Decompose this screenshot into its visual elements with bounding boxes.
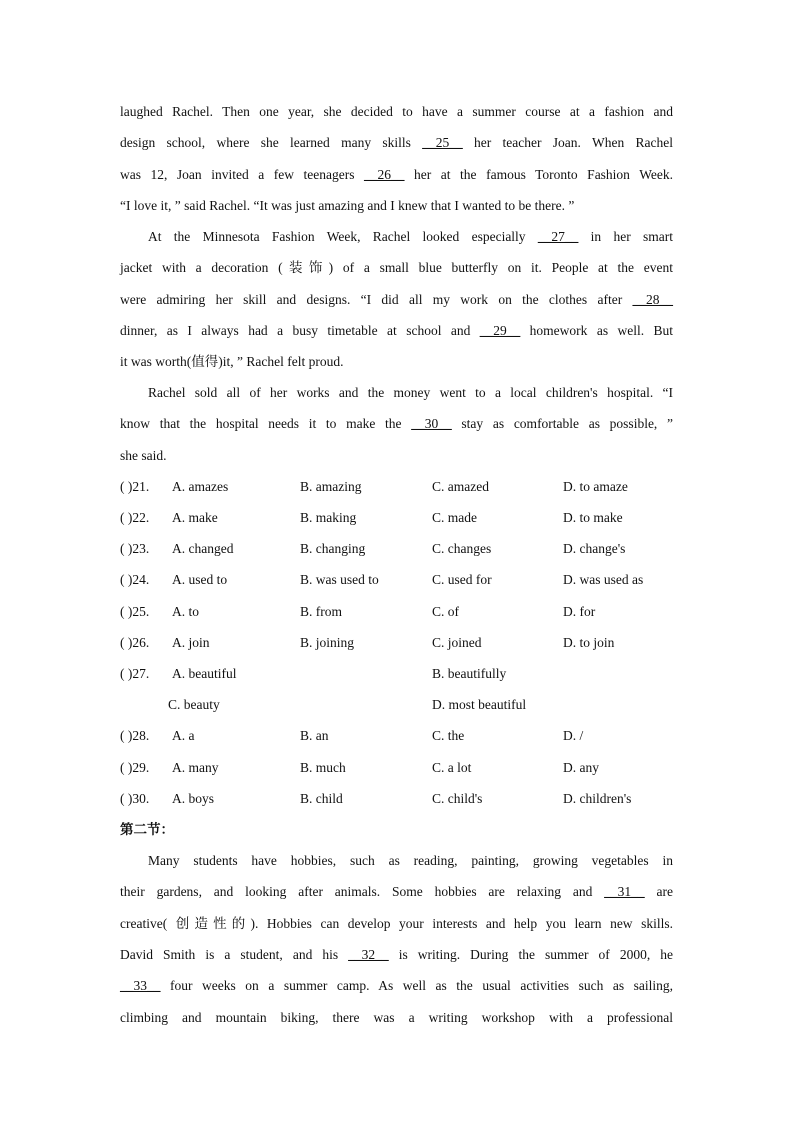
option-c: C. child's bbox=[432, 791, 483, 806]
option-c: C. used for bbox=[432, 572, 492, 587]
text-line: design school, where she learned many skills __25__ her teacher Joan. When Rachel bbox=[120, 135, 673, 150]
blank-33: __33__ bbox=[120, 978, 161, 993]
text-line: laughed Rachel. Then one year, she decided to have a summer course at a fashion and bbox=[120, 104, 673, 119]
option-d: D. any bbox=[563, 760, 599, 775]
question-number: ( )26. bbox=[120, 635, 150, 650]
option-a: A. used to bbox=[172, 572, 228, 587]
text-line: know that the hospital needs it to make the __30__ stay as comfortable as possible, ” bbox=[120, 416, 673, 431]
option-d: D. / bbox=[563, 728, 584, 743]
text-line: she said. bbox=[120, 448, 167, 463]
option-d: D. was used as bbox=[563, 572, 644, 587]
question-26 bbox=[120, 633, 680, 653]
option-a: A. beautiful bbox=[172, 666, 237, 681]
option-c: C. the bbox=[432, 728, 465, 743]
option-c: C. joined bbox=[432, 635, 482, 650]
question-number: ( )29. bbox=[120, 760, 150, 775]
option-c: C. beauty bbox=[168, 697, 220, 712]
blank-26: __26__ bbox=[364, 167, 405, 182]
question-22 bbox=[120, 508, 680, 528]
question-number: ( )22. bbox=[120, 510, 150, 525]
question-number: ( )25. bbox=[120, 604, 150, 619]
question-21 bbox=[120, 477, 680, 497]
blank-31: __31__ bbox=[604, 884, 645, 899]
option-b: B. from bbox=[300, 604, 342, 619]
option-d: D. to make bbox=[563, 510, 623, 525]
text-line: climbing and mountain biking, there was a writing workshop with a professional bbox=[120, 1010, 673, 1025]
option-b: B. child bbox=[300, 791, 343, 806]
option-a: A. boys bbox=[172, 791, 215, 806]
text-line: David Smith is a student, and his __32__ is writing. During the summer of 2000, he bbox=[120, 947, 673, 962]
text-line: creative( 创造性的). Hobbies can develop your interests and help you learn new skills. bbox=[120, 916, 673, 931]
question-30 bbox=[120, 789, 680, 809]
option-b: B. beautifully bbox=[432, 666, 507, 681]
question-24 bbox=[120, 570, 680, 590]
blank-29: __29__ bbox=[479, 323, 521, 338]
question-23 bbox=[120, 539, 680, 559]
option-c: C. of bbox=[432, 604, 459, 619]
option-d: D. to amaze bbox=[563, 479, 628, 494]
question-number: ( )27. bbox=[120, 666, 150, 681]
option-b: B. amazing bbox=[300, 479, 362, 494]
text-line: dinner, as I always had a busy timetable at school and __29__ homework as well. But bbox=[120, 323, 674, 338]
text-line: Rachel sold all of her works and the money went to a local children's hospital. “I bbox=[148, 385, 673, 400]
option-d: D. for bbox=[563, 604, 596, 619]
option-d: D. change's bbox=[563, 541, 626, 556]
option-c: C. changes bbox=[432, 541, 492, 556]
question-number: ( )23. bbox=[120, 541, 150, 556]
text-line: were admiring her skill and designs. “I did all my work on the clothes after __28__ bbox=[120, 292, 673, 307]
text-line: jacket with a decoration (装饰) of a small blue butterfly on it. People at the event bbox=[120, 260, 673, 275]
option-a: A. changed bbox=[172, 541, 234, 556]
text-line: At the Minnesota Fashion Week, Rachel looked especially __27__ in her smart bbox=[148, 229, 674, 244]
option-a: A. many bbox=[172, 760, 219, 775]
question-27-continued bbox=[120, 695, 680, 715]
option-c: C. amazed bbox=[432, 479, 489, 494]
text-line: it was worth(值得)it, ” Rachel felt proud. bbox=[120, 354, 344, 369]
text-line: “I love it, ” said Rachel. “It was just amazing and I knew that I wanted to be there. ” bbox=[120, 198, 575, 213]
option-d: D. children's bbox=[563, 791, 632, 806]
option-b: B. joining bbox=[300, 635, 355, 650]
option-b: B. was used to bbox=[300, 572, 379, 587]
blank-27: __27__ bbox=[537, 229, 579, 244]
blank-25: __25__ bbox=[422, 135, 463, 150]
option-a: A. amazes bbox=[172, 479, 229, 494]
option-c: C. a lot bbox=[432, 760, 472, 775]
question-number: ( )28. bbox=[120, 728, 150, 743]
question-number: ( )24. bbox=[120, 572, 150, 587]
option-b: B. an bbox=[300, 728, 329, 743]
option-d: D. most beautiful bbox=[432, 697, 527, 712]
option-b: B. changing bbox=[300, 541, 366, 556]
option-a: A. make bbox=[172, 510, 218, 525]
text-line: __33__ four weeks on a summer camp. As well as the usual activities such as sailing, bbox=[120, 978, 673, 993]
section-title: 第二节： bbox=[120, 822, 174, 838]
text-line: was 12, Joan invited a few teenagers __26__ her at the famous Toronto Fashion Week. bbox=[120, 167, 673, 182]
question-28 bbox=[120, 726, 680, 746]
question-29 bbox=[120, 758, 680, 778]
option-a: A. join bbox=[172, 635, 210, 650]
option-a: A. to bbox=[172, 604, 199, 619]
option-b: B. making bbox=[300, 510, 357, 525]
blank-28: __28__ bbox=[632, 292, 673, 307]
blank-30: __30__ bbox=[411, 416, 452, 431]
option-d: D. to join bbox=[563, 635, 615, 650]
question-number: ( )30. bbox=[120, 791, 150, 806]
question-27 bbox=[120, 664, 680, 684]
option-b: B. much bbox=[300, 760, 346, 775]
question-25 bbox=[120, 602, 680, 622]
blank-32: __32__ bbox=[348, 947, 389, 962]
option-a: A. a bbox=[172, 728, 195, 743]
text-line: their gardens, and looking after animals. Some hobbies are relaxing and __31__ are bbox=[120, 884, 673, 899]
option-c: C. made bbox=[432, 510, 477, 525]
question-number: ( )21. bbox=[120, 479, 150, 494]
text-line: Many students have hobbies, such as reading, painting, growing vegetables in bbox=[148, 853, 673, 868]
